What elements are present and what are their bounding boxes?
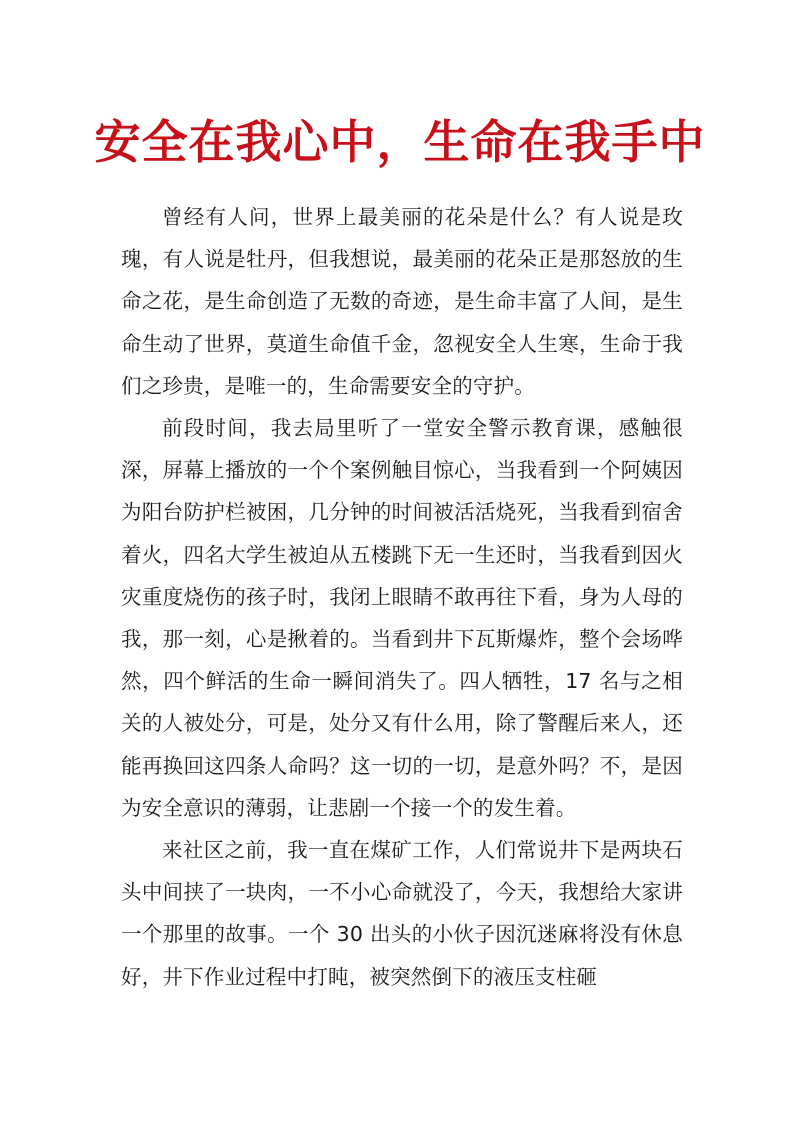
document-body <box>121 196 683 998</box>
paragraph-1: 曾经有人问，世界上最美丽的花朵是什么？有人说是玫瑰，有人说是牡丹，但我想说，最美丽的花朵正是那怒放的生命之花，是生命创造了无数的奇迹，是生命丰富了人间，是生命生动了世界，莫道生命值千金，忽视安全人生寒，生命于我们之珍贵，是唯一的，生命需要安全的守护。 <box>121 205 683 398</box>
paragraph-3: 来社区之前，我一直在煤矿工作，人们常说井下是两块石头中间挟了一块肉，一不小心命就没了，今天，我想给大家讲一个那里的故事。一个 30 出头的小伙子因沉迷麻将没有休息好，井下作业过程中打盹，被突然倒下的液压支柱砸 <box>121 838 683 989</box>
paragraph-2: 前段时间，我去局里听了一堂安全警示教育课，感触很深，屏幕上播放的一个个案例触目惊心，当我看到一个阿姨因为阳台防护栏被困，几分钟的时间被活活烧死，当我看到宿舍着火，四名大学生被迫从五楼跳下无一生还时，当我看到因火灾重度烧伤的孩子时，我闭上眼睛不敢再往下看，身为人母的我，那一刻，心是揪着的。当看到井下瓦斯爆炸，整个会场哗然，四个鲜活的生命一瞬间消失了。四人牺牲，17 名与之相关的人被处分，可是，处分又有什么用，除了警醒后来人，还能再换回这四条人命吗？这一切的一切，是意外吗？不，是因为安全意识的薄弱，让悲剧一个接一个的发生着。 <box>121 416 683 820</box>
document-title: 安全在我心中，生命在我手中 <box>94 115 706 169</box>
